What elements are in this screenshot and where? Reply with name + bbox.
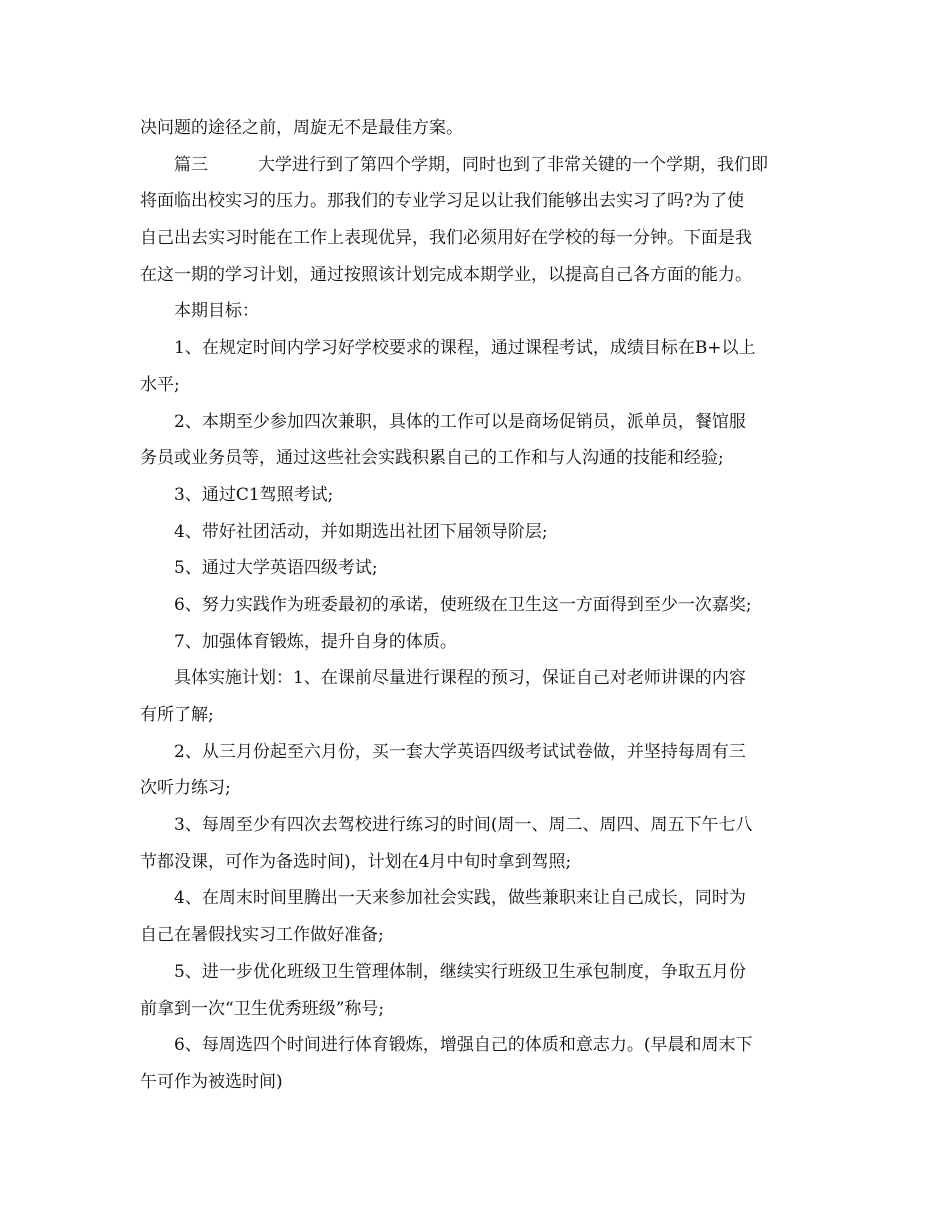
text-line: 6、努力实践作为班委最初的承诺，使班级在卫生这一方面得到至少一次嘉奖; (174, 594, 752, 615)
text-line: 2、从三月份起至六月份，买一套大学英语四级考试试卷做，并坚持每周有三 (174, 741, 746, 762)
text-line: 2、本期至少参加四次兼职，具体的工作可以是商场促销员，派单员，餐馆服 (174, 411, 746, 432)
text-line: 具体实施计划：1、在课前尽量进行课程的预习，保证自己对老师讲课的内容 (174, 668, 746, 689)
text-line: 有所了解; (140, 705, 214, 725)
text-line: 3、每周至少有四次去驾校进行练习的时间(周一、周二、周四、周五下午七八 (174, 815, 753, 836)
section-label: 篇三 (174, 154, 208, 175)
text-line: 前拿到一次“卫生优秀班级”称号; (140, 998, 385, 1019)
text-line-content: 大学进行到了第四个学期，同时也到了非常关键的一个学期，我们即 (258, 154, 768, 175)
text-line: 决问题的途径之前，周旋无不是最佳方案。 (140, 118, 463, 138)
text-line: 次听力练习; (140, 778, 231, 799)
text-line (140, 147, 812, 184)
text-line: 在这一期的学习计划，通过按照该计划完成本期学业，以提高自己各方面的能力。 (140, 264, 752, 285)
text-line: 务员或业务员等，通过这些社会实践积累自己的工作和与人沟通的技能和经验; (140, 448, 724, 469)
text-line: 4、带好社团活动，并如期选出社团下届领导阶层; (174, 521, 548, 542)
text-line: 自己在暑假找实习工作做好准备; (140, 925, 384, 946)
section-heading: 本期目标： (174, 301, 259, 322)
text-line: 水平; (140, 374, 180, 395)
text-line: 1、在规定时间内学习好学校要求的课程，通过课程考试，成绩目标在B+以上 (174, 338, 756, 359)
document-page (140, 110, 812, 1101)
text-line: 节都没课，可作为备选时间)，计划在4月中旬时拿到驾照; (140, 851, 572, 872)
text-line: 将面临出校实习的压力。那我们的专业学习足以让我们能够出去实习了吗?为了使 (140, 191, 745, 212)
text-line: 5、通过大学英语四级考试; (174, 558, 378, 579)
text-line: 7、加强体育锻炼，提升自身的体质。 (174, 631, 457, 652)
text-line: 自己出去实习时能在工作上表现优异，我们必须用好在学校的每一分钟。下面是我 (140, 228, 752, 249)
text-line: 3、通过C1驾照考试; (174, 484, 334, 505)
text-line: 午可作为被选时间) (140, 1071, 283, 1092)
text-line: 5、进一步优化班级卫生管理体制，继续实行班级卫生承包制度，争取五月份 (174, 961, 746, 982)
text-line: 6、每周选四个时间进行体育锻炼，增强自己的体质和意志力。(早晨和周末下 (174, 1035, 753, 1056)
text-line: 4、在周末时间里腾出一天来参加社会实践，做些兼职来让自己成长，同时为 (174, 888, 746, 909)
